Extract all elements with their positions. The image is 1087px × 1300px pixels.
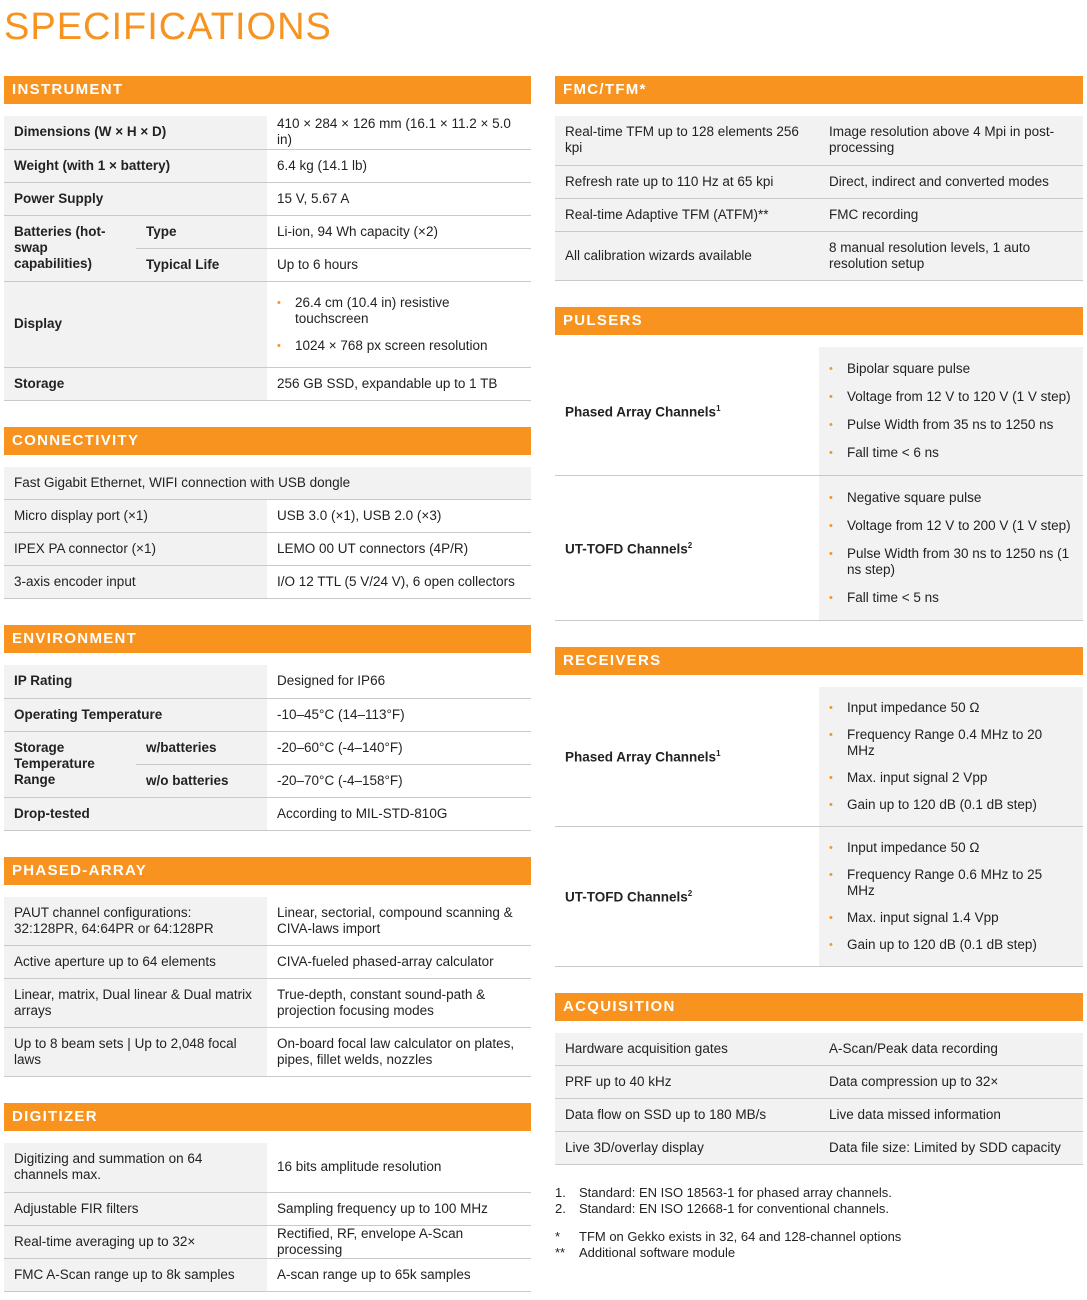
cell: I/O 12 TTL (5 V/24 V), 6 open collectors [267,566,531,599]
list-item: • Bipolar square pulse [829,361,1073,377]
cell: Linear, sectorial, compound scanning & CIVA-laws import [267,897,531,946]
table-row [555,116,1083,165]
footnote-text: Additional software module [579,1245,736,1260]
cell: Sampling frequency up to 100 MHz [267,1192,531,1225]
table-row [4,1258,531,1291]
cell: Refresh rate up to 110 Hz at 65 kpi [555,165,819,198]
list-item: • Input impedance 50 Ω [829,840,1073,856]
cell: All calibration wizards available [555,231,819,280]
table-row [4,566,531,599]
table-row [4,698,531,731]
footnote-marker: 1. [555,1185,566,1200]
power-value: 15 V, 5.67 A [267,182,531,215]
table-row [555,347,1083,476]
battery-type-label: Type [136,215,267,248]
cell: LEMO 00 UT connectors (4P/R) [267,533,531,566]
cell: Data compression up to 32× [819,1066,1083,1099]
table-row [4,281,531,367]
list-item: • Voltage from 12 V to 120 V (1 V step) [829,389,1073,405]
battery-type-value: Li-ion, 94 Wh capacity (×2) [267,215,531,248]
with-batteries-label: w/batteries [136,731,267,764]
table-row [555,198,1083,231]
pulsers-ut-label [555,475,819,620]
phased-array-table [4,897,531,1078]
ip-label: IP Rating [4,665,267,698]
list-item: • Max. input signal 1.4 Vpp [829,910,1073,926]
table-row [4,1143,531,1192]
list-item: • Voltage from 12 V to 200 V (1 V step) [829,518,1073,534]
list-item: • Input impedance 50 Ω [829,700,1073,716]
table-row [555,1132,1083,1165]
list-item: • Fall time < 6 ns [829,445,1073,461]
receivers-ut-list [829,827,1073,966]
table-row [4,897,531,946]
digitizer-header: DIGITIZER [4,1103,531,1131]
table-row [4,533,531,566]
power-label: Power Supply [4,182,267,215]
cell: On-board focal law calculator on plates, pipes, fillet welds, nozzles [267,1028,531,1077]
list-item: • Frequency Range 0.4 MHz to 20 MHz [829,727,1073,759]
cell: IPEX PA connector (×1) [4,533,267,566]
list-item: • Gain up to 120 dB (0.1 dB step) [829,797,1073,813]
channel-label: Phased Array Channels [565,404,717,420]
footnote-ref: 1 [716,749,721,759]
cell: 3-axis encoder input [4,566,267,599]
receivers-section [555,647,1083,967]
list-item: • Max. input signal 2 Vpp [829,770,1073,786]
list-item: • 26.4 cm (10.4 in) resistive touchscreen [277,295,521,327]
table-row [555,165,1083,198]
fmc-tfm-table [555,116,1083,281]
cell: Digitizing and summation on 64 channels max. [4,1143,267,1192]
cell: Real-time TFM up to 128 elements 256 kpi [555,116,819,165]
weight-value: 6.4 kg (14.1 lb) [267,149,531,182]
display-list [277,282,521,367]
table-row [4,1225,531,1258]
drop-label: Drop-tested [4,797,267,830]
table-row [555,475,1083,620]
footnote-marker: * [555,1229,561,1244]
cell: Up to 8 beam sets | Up to 2,048 focal laws [4,1028,267,1077]
receivers-ut-label [555,826,819,966]
cell: Image resolution above 4 Mpi in post-processing [819,116,1083,165]
without-batteries-label: w/o batteries [136,764,267,797]
list-item: • Gain up to 120 dB (0.1 dB step) [829,937,1073,953]
table-row [555,231,1083,280]
table-row [555,1099,1083,1132]
footnote-ref: 2 [687,540,693,550]
footnote [555,1185,1083,1201]
table-row [555,826,1083,966]
environment-section [4,625,531,831]
acquisition-table [555,1033,1083,1166]
cell: Active aperture up to 64 elements [4,946,267,979]
pulsers-ut-values [819,475,1083,620]
digitizer-table [4,1143,531,1292]
right-column [555,76,1083,1261]
cell: FMC recording [819,198,1083,231]
list-item: • 1024 × 768 px screen resolution [277,338,521,354]
cell: Live data missed information [819,1099,1083,1132]
table-row [4,500,531,533]
footnote [555,1229,1083,1245]
with-batteries-value: -20–60°C (-4–140°F) [267,731,531,764]
receivers-pa-values [819,687,1083,827]
cell: Direct, indirect and converted modes [819,165,1083,198]
receivers-header: RECEIVERS [555,647,1083,675]
table-row [4,116,531,149]
cell: Micro display port (×1) [4,500,267,533]
footnote [555,1201,1083,1217]
connectivity-table [4,467,531,600]
table-row [4,215,531,248]
footnote-ref: 2 [687,889,693,899]
cell: Linear, matrix, Dual linear & Dual matrix arrays [4,979,267,1028]
footnote-ref: 1 [716,403,721,413]
footnote-marker: ** [555,1245,566,1260]
cell: True-depth, constant sound-path & projection focusing modes [267,979,531,1028]
list-item: • Negative square pulse [829,490,1073,506]
cell: Rectified, RF, envelope A-Scan processing [267,1225,531,1258]
instrument-table [4,116,531,401]
channel-label: UT-TOFD Channels [565,541,688,557]
receivers-pa-label [555,687,819,827]
cell: Hardware acquisition gates [555,1033,819,1066]
cell: 8 manual resolution levels, 1 auto resolution setup [819,231,1083,280]
connectivity-full-row: Fast Gigabit Ethernet, WIFI connection with USB dongle [4,467,531,500]
list-item: • Fall time < 5 ns [829,590,1073,606]
footnotes [555,1185,1083,1261]
digitizer-section [4,1103,531,1292]
channel-label: UT-TOFD Channels [565,889,688,905]
list-item: • Frequency Range 0.6 MHz to 25 MHz [829,867,1073,899]
channel-label: Phased Array Channels [565,749,717,765]
pulsers-pa-label [555,347,819,476]
phased-array-section [4,857,531,1078]
cell: Data flow on SSD up to 180 MB/s [555,1099,819,1132]
receivers-ut-values [819,826,1083,966]
footnote-text: TFM on Gekko exists in 32, 64 and 128-channel options [579,1229,902,1244]
table-row [555,1066,1083,1099]
footnote [555,1245,1083,1261]
cell: PAUT channel configurations: 32:128PR, 64:64PR or 64:128PR [4,897,267,946]
drop-value: According to MIL-STD-810G [267,797,531,830]
table-row [555,1033,1083,1066]
cell: 16 bits amplitude resolution [267,1143,531,1192]
storage-value: 256 GB SSD, expandable up to 1 TB [267,367,531,400]
connectivity-section [4,427,531,600]
dimensions-value: 410 × 284 × 126 mm (16.1 × 11.2 × 5.0 in) [267,116,531,149]
receivers-pa-list [829,687,1073,826]
battery-life-value: Up to 6 hours [267,248,531,281]
display-label: Display [4,281,267,367]
environment-table [4,665,531,831]
table-row [4,946,531,979]
cell: Real-time Adaptive TFM (ATFM)** [555,198,819,231]
connectivity-header: CONNECTIVITY [4,427,531,455]
storage-temp-label: Storage Temperature Range [4,731,136,797]
dimensions-label: Dimensions (W × H × D) [4,116,267,149]
instrument-header: INSTRUMENT [4,76,531,104]
cell: Data file size: Limited by SDD capacity [819,1132,1083,1165]
display-value [267,281,531,367]
cell: Live 3D/overlay display [555,1132,819,1165]
phased-array-header: PHASED-ARRAY [4,857,531,885]
table-row [4,731,531,764]
instrument-section [4,76,531,401]
table-row [4,182,531,215]
acquisition-header: ACQUISITION [555,993,1083,1021]
pulsers-ut-list [829,476,1073,620]
left-column [4,76,531,1300]
op-temp-value: -10–45°C (14–113°F) [267,698,531,731]
cell: A-Scan/Peak data recording [819,1033,1083,1066]
storage-label: Storage [4,367,267,400]
ip-value: Designed for IP66 [267,665,531,698]
cell: Real-time averaging up to 32× [4,1225,267,1258]
without-batteries-value: -20–70°C (-4–158°F) [267,764,531,797]
pulsers-header: PULSERS [555,307,1083,335]
cell: A-scan range up to 65k samples [267,1258,531,1291]
footnote-text: Standard: EN ISO 12668-1 for conventional channels. [579,1201,890,1216]
table-row [4,665,531,698]
acquisition-section [555,993,1083,1166]
table-row [4,1028,531,1077]
pulsers-section [555,307,1083,621]
footnote-text: Standard: EN ISO 18563-1 for phased array channels. [579,1185,892,1200]
fmc-tfm-header: FMC/TFM* [555,76,1083,104]
op-temp-label: Operating Temperature [4,698,267,731]
pulsers-table [555,347,1083,621]
weight-label: Weight (with 1 × battery) [4,149,267,182]
cell: FMC A-Scan range up to 8k samples [4,1258,267,1291]
table-row [4,979,531,1028]
cell: PRF up to 40 kHz [555,1066,819,1099]
receivers-table [555,687,1083,967]
environment-header: ENVIRONMENT [4,625,531,653]
page-title: SPECIFICATIONS [4,6,332,48]
footnote-marker: 2. [555,1201,566,1216]
table-row [4,149,531,182]
list-item: • Pulse Width from 35 ns to 1250 ns [829,417,1073,433]
pulsers-pa-list [829,347,1073,475]
cell: USB 3.0 (×1), USB 2.0 (×3) [267,500,531,533]
table-row [4,367,531,400]
fmc-tfm-section [555,76,1083,281]
table-row [4,1192,531,1225]
batteries-label: Batteries (hot-swap capabilities) [4,215,136,281]
battery-life-label: Typical Life [136,248,267,281]
cell: CIVA-fueled phased-array calculator [267,946,531,979]
pulsers-pa-values [819,347,1083,476]
list-item: • Pulse Width from 30 ns to 1250 ns (1 ns step) [829,546,1073,578]
table-row [4,797,531,830]
table-row [4,467,531,500]
table-row [555,687,1083,827]
cell: Adjustable FIR filters [4,1192,267,1225]
